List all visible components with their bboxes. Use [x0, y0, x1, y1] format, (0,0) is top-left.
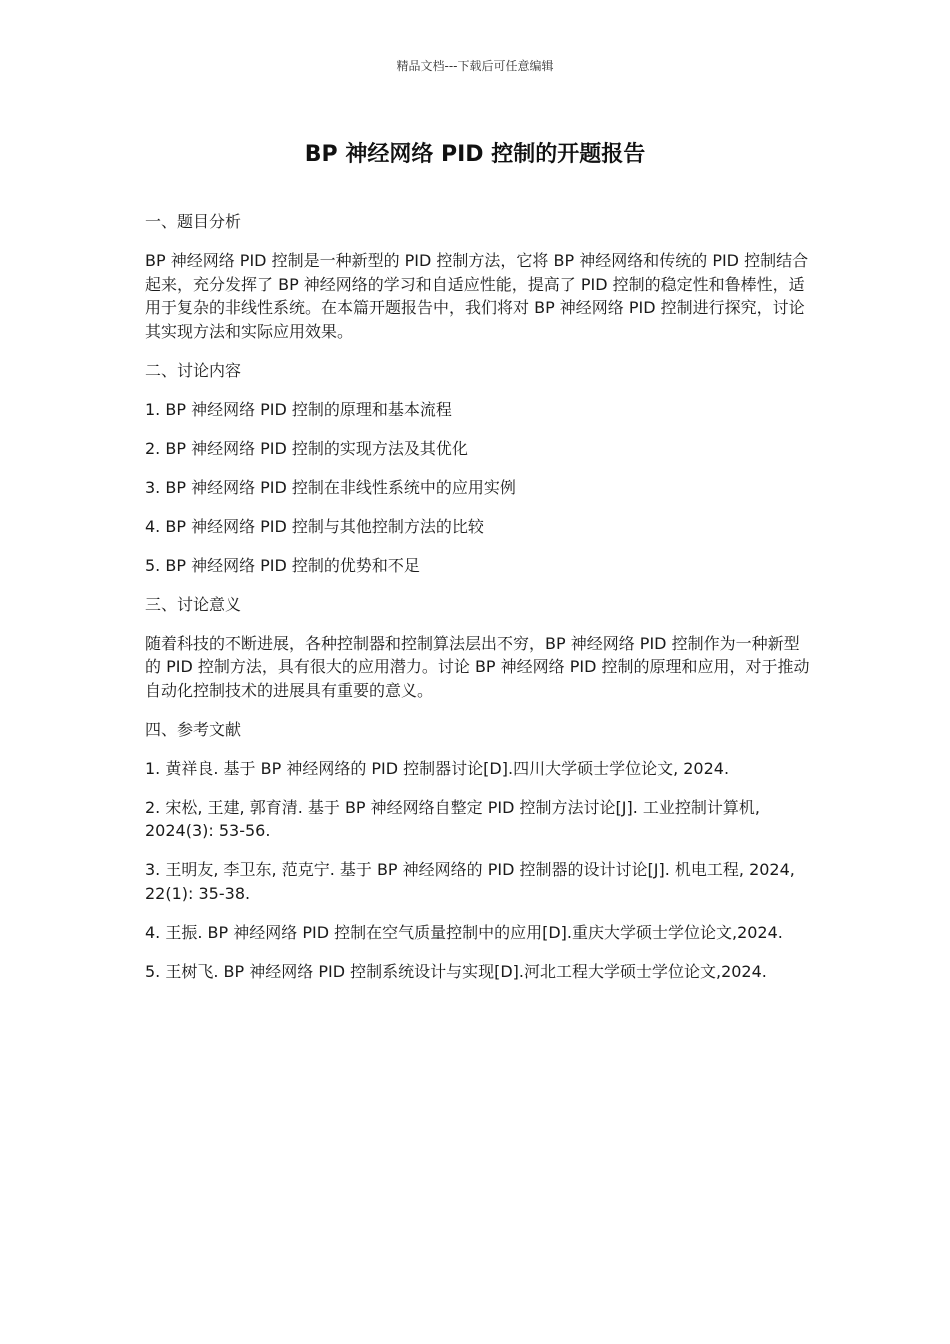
- list-item: 1. BP 神经网络 PID 控制的原理和基本流程: [145, 399, 452, 419]
- document-body: [145, 210, 813, 999]
- topic-analysis-paragraph: BP 神经网络 PID 控制是一种新型的 PID 控制方法，它将 BP 神经网络和传统的 PID 控制结合起来，充分发挥了 BP 神经网络的学习和自适应性能，提高了 PID 控制的稳定性和鲁棒性，适用于复杂的非线性系统。在本篇开题报告中，我们将对 BP 神经网络 PID 控制进行探究，讨论其实现方法和实际应用效果。: [145, 251, 809, 341]
- section-heading-topic-analysis: 一、题目分析: [145, 212, 242, 231]
- list-item: 3. BP 神经网络 PID 控制在非线性系统中的应用实例: [145, 477, 516, 497]
- reference-item: 5. 王树飞. BP 神经网络 PID 控制系统设计与实现[D].河北工程大学硕士学位论文,2024.: [145, 961, 767, 981]
- document-title: BP 神经网络 PID 控制的开题报告: [304, 142, 646, 167]
- page-header: 精品文档---下载后可任意编辑: [396, 59, 554, 73]
- reference-item: 3. 王明友, 李卫东, 范克宁. 基于 BP 神经网络的 PID 控制器的设计讨论[J]. 机电工程, 2024, 22(1): 35-38.: [145, 860, 795, 903]
- section-heading-discussion-content: 二、讨论内容: [145, 360, 242, 380]
- reference-item: 2. 宋松, 王建, 郭育清. 基于 BP 神经网络自整定 PID 控制方法讨论[J]. 工业控制计算机, 2024(3): 53-56.: [145, 797, 760, 840]
- list-item: 2. BP 神经网络 PID 控制的实现方法及其优化: [145, 438, 468, 458]
- reference-item: 1. 黄祥良. 基于 BP 神经网络的 PID 控制器讨论[D].四川大学硕士学位论文, 2024.: [145, 758, 730, 778]
- reference-item: 4. 王振. BP 神经网络 PID 控制在空气质量控制中的应用[D].重庆大学硕士学位论文,2024.: [145, 922, 783, 942]
- list-item: 5. BP 神经网络 PID 控制的优势和不足: [145, 555, 420, 575]
- section-heading-significance: 三、讨论意义: [145, 594, 242, 614]
- section-heading-references: 四、参考文献: [145, 719, 242, 739]
- significance-paragraph: 随着科技的不断进展，各种控制器和控制算法层出不穷，BP 神经网络 PID 控制作为一种新型的 PID 控制方法，具有很大的应用潜力。讨论 BP 神经网络 PID 控制的原理和应用，对于推动自动化控制技术的进展具有重要的意义。: [145, 633, 810, 700]
- list-item: 4. BP 神经网络 PID 控制与其他控制方法的比较: [145, 516, 484, 536]
